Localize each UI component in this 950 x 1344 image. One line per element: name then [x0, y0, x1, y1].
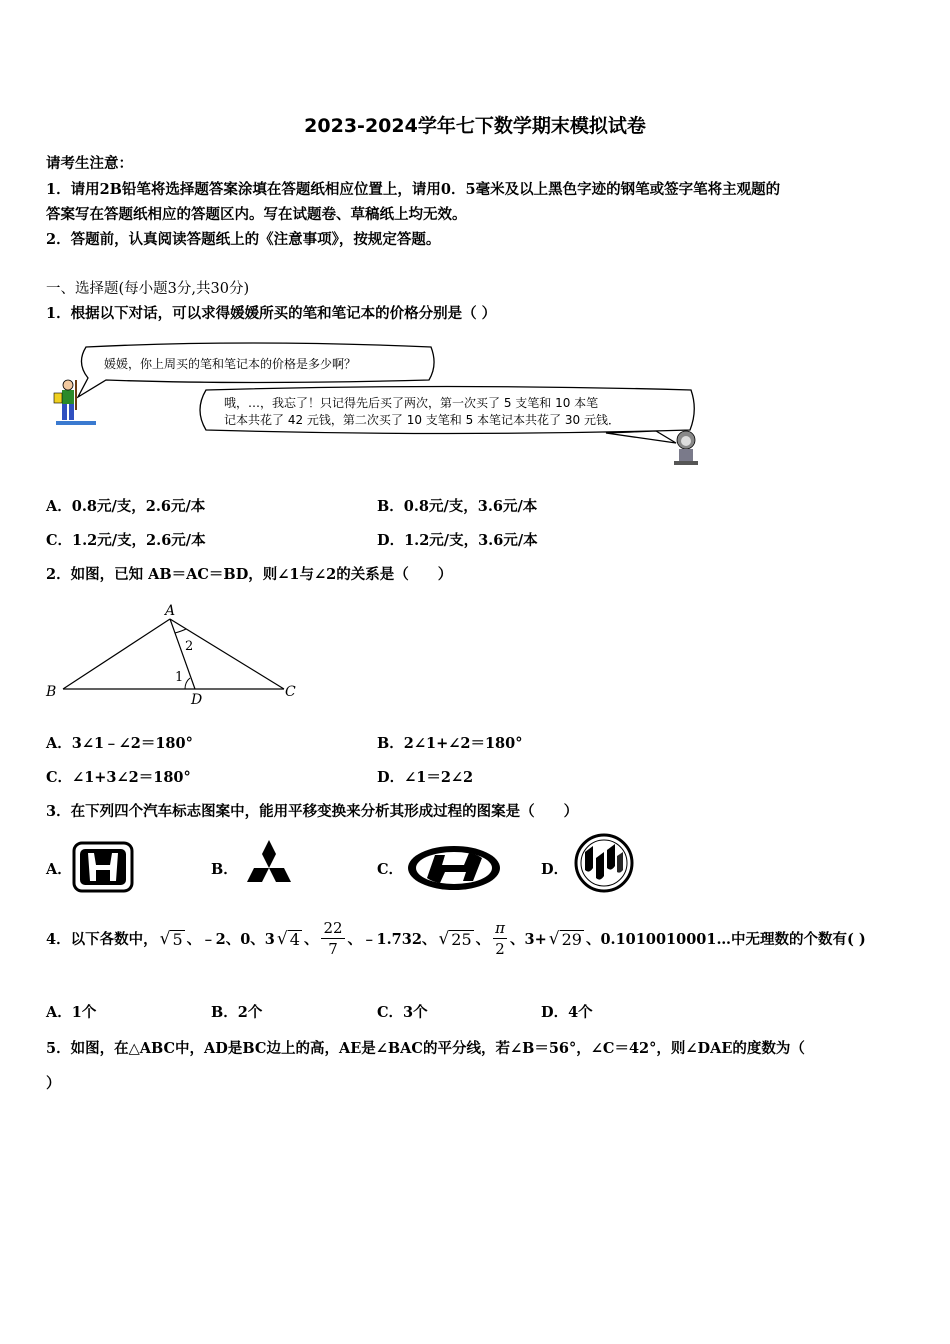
- hyundai-logo-icon: [405, 843, 503, 893]
- q1-option-c[interactable]: C．1.2元/支，2.6元/本: [46, 532, 206, 549]
- q2-option-b[interactable]: B．2∠1+∠2＝180°: [377, 735, 523, 752]
- q3-stem: 3．在下列四个汽车标志图案中，能用平移变换来分析其形成过程的图案是（ ）: [46, 803, 579, 820]
- q5-stem: 5．如图，在△ABC中，AD是BC边上的高，AE是∠BAC的平分线，若∠B＝56°，∠C＝42°，则∠DAE的度数为（: [46, 1040, 805, 1057]
- q4-stem: [46, 918, 866, 959]
- bubble-2-text-b: 记本共花了 42 元钱，第二次买了 10 支笔和 5 本笔记本共花了 30 元钱．: [224, 413, 620, 427]
- q1-stem: 1．根据以下对话，可以求得媛媛所买的笔和笔记本的价格分别是（ ）: [46, 305, 497, 322]
- bubble-1-text: 媛媛，你上周买的笔和笔记本的价格是多少啊？: [104, 357, 357, 371]
- q4-sep-3: 、﹣1.732、: [347, 931, 437, 948]
- section-heading: 一、选择题(每小题3分,共30分): [46, 281, 250, 297]
- q2-option-d[interactable]: D．∠1＝2∠2: [377, 769, 474, 786]
- mitsubishi-logo-icon: [238, 838, 300, 894]
- notice-line-1b: 答案写在答题纸相应的答题区内。写在试题卷、草稿纸上均无效。: [46, 206, 467, 223]
- q5-stem-continued: ）: [46, 1075, 61, 1092]
- q1-dialogue-figure: [46, 335, 706, 470]
- q3-option-a[interactable]: A．: [46, 861, 72, 878]
- angle-2-arc: [175, 629, 186, 633]
- q2-option-a[interactable]: A．3∠1﹣∠2＝180°: [46, 735, 193, 752]
- q4-option-b[interactable]: B．2个: [211, 1004, 263, 1021]
- honda-logo-icon: [72, 841, 134, 893]
- q3-option-d[interactable]: D．: [541, 861, 569, 878]
- q4-sep-1: 、﹣2、0、3: [186, 931, 275, 948]
- q4-sep-5: 、3+: [510, 931, 547, 948]
- fraction-pi-2: $\frac{\pi}{2}$: [495, 919, 505, 958]
- q1-option-a[interactable]: A．0.8元/支，2.6元/本: [46, 498, 206, 515]
- q3-option-b[interactable]: B．: [211, 861, 238, 878]
- buick-logo-icon: [573, 832, 635, 894]
- q4-sep-2: 、: [303, 931, 319, 948]
- segment-ab: [63, 619, 170, 689]
- notice-line-2: 2．答题前，认真阅读答题纸上的《注意事项》，按规定答题。: [46, 231, 441, 248]
- segment-ac: [170, 619, 284, 689]
- q4-option-a[interactable]: A．1个: [46, 1004, 97, 1021]
- q2-option-c[interactable]: C．∠1+3∠2＝180°: [46, 769, 191, 786]
- q4-sep-4: 、: [475, 931, 491, 948]
- page-title: 2023-2024学年七下数学期末模拟试卷: [304, 115, 646, 137]
- sqrt-5: √ 5: [159, 928, 183, 949]
- label-d: D: [191, 692, 203, 708]
- notice-heading: 请考生注意：: [46, 155, 133, 172]
- bubble-2-text-a: 哦，…，我忘了！只记得先后买了两次，第一次买了 5 支笔和 10 本笔: [224, 396, 599, 410]
- q3-option-c[interactable]: C．: [377, 861, 404, 878]
- q2-stem: 2．如图，已知 AB＝AC＝BD，则∠1与∠2的关系是（ ）: [46, 566, 453, 583]
- q2-triangle-figure: [44, 600, 300, 710]
- q4-option-c[interactable]: C．3个: [377, 1004, 428, 1021]
- q4-suffix: 、0.1010010001…中无理数的个数有( ): [585, 931, 866, 948]
- q4-prefix: 4．以下各数中，: [46, 931, 158, 948]
- notice-line-1a: 1．请用2B铅笔将选择题答案涂填在答题纸相应位置上，请用0．5毫米及以上黑色字迹的钢笔或签字笔将主观题的: [46, 181, 781, 198]
- sqrt-4: √ 4: [276, 928, 300, 949]
- label-angle-2: 2: [185, 639, 194, 654]
- girl-character-icon: [674, 431, 698, 465]
- label-a: A: [165, 603, 176, 619]
- label-b: B: [46, 684, 57, 700]
- q1-option-d[interactable]: D．1.2元/支，3.6元/本: [377, 532, 538, 549]
- q1-option-b[interactable]: B．0.8元/支，3.6元/本: [377, 498, 538, 515]
- label-angle-1: 1: [175, 670, 184, 685]
- sqrt-29: √ 29: [548, 928, 582, 949]
- angle-1-arc: [185, 678, 190, 689]
- q4-option-d[interactable]: D．4个: [541, 1004, 593, 1021]
- sqrt-25: √ 25: [438, 928, 472, 949]
- label-c: C: [285, 684, 296, 700]
- fraction-22-7: $\frac{22}{7}$: [323, 919, 343, 958]
